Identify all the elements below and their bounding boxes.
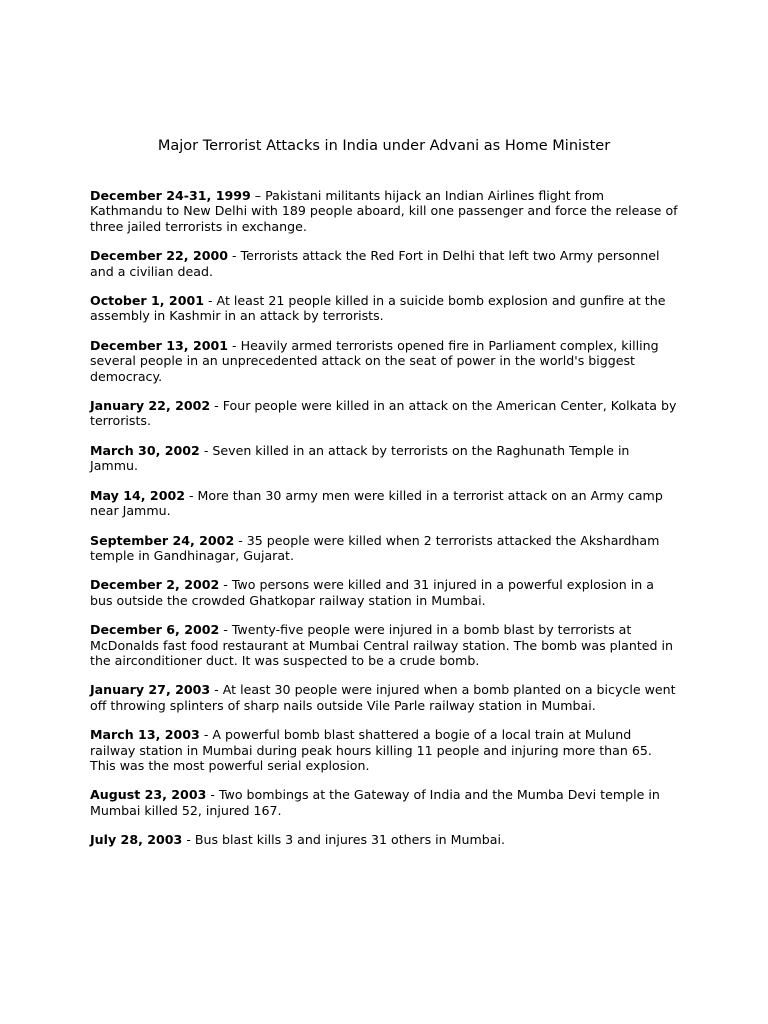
entry-separator: - — [210, 682, 223, 698]
entry-date: December 22, 2000 — [90, 248, 229, 264]
list-item — [90, 622, 680, 668]
entry-text: Two bombings at the Gateway of India and the Mumba Devi temple in Mumbai killed 52, injured 167. — [90, 787, 660, 818]
entry-text: Four people were killed in an attack on the American Center, Kolkata by terrorists. — [90, 398, 677, 429]
entry-text: Heavily armed terrorists opened fire in Parliament complex, killing several people in an unprecedented attack on the seat of power in the world's biggest democracy. — [90, 337, 659, 384]
list-item — [90, 338, 680, 384]
entry-separator: - — [228, 248, 241, 264]
entry-separator: - — [219, 577, 232, 593]
entry-text: At least 30 people were injured when a bomb planted on a bicycle went off throwing splinters of sharp nails outside Vile Parle railway station in Mumbai. — [90, 682, 676, 713]
entry-separator: - — [228, 337, 241, 353]
entry-text: At least 21 people killed in a suicide bomb explosion and gunfire at the assembly in Kashmir in an attack by terrorists. — [90, 293, 666, 324]
entry-text: A powerful bomb blast shattered a bogie of a local train at Mulund railway station in Mumbai during peak hours killing 11 people and injuring more than 65. This was the most powerful serial explosion. — [90, 727, 652, 773]
entry-date: December 6, 2002 — [90, 622, 220, 638]
list-item — [90, 682, 680, 713]
list-item — [90, 727, 680, 773]
entry-text: Twenty-five people were injured in a bomb blast by terrorists at McDonalds fast food restaurant at Mumbai Central railway station. The bomb was planted in the airconditioner duct. It was suspected to be a crude bomb. — [90, 622, 673, 668]
entry-separator: – — [250, 188, 266, 203]
list-item — [90, 248, 680, 279]
entry-separator: - — [210, 398, 223, 414]
entry-date: December 13, 2001 — [90, 337, 229, 353]
entry-separator: - — [206, 787, 219, 803]
entry-date: May 14, 2002 — [90, 487, 185, 503]
entry-text: More than 30 army men were killed in a terrorist attack on an Army camp near Jammu. — [90, 487, 663, 519]
entry-date: August 23, 2003 — [90, 787, 207, 803]
entry-date: December 24-31, 1999 — [90, 188, 251, 203]
entry-separator: - — [182, 832, 195, 848]
attack-list — [90, 188, 680, 862]
entry-date: January 22, 2002 — [90, 398, 211, 414]
entry-separator: - — [219, 622, 232, 638]
entry-text: Terrorists attack the Red Fort in Delhi that left two Army personnel and a civilian dead. — [90, 248, 660, 279]
entry-separator: - — [234, 532, 247, 548]
entry-text: Two persons were killed and 31 injured in a powerful explosion in a bus outside the crowded Ghatkopar railway station in Mumbai. — [90, 577, 654, 608]
list-item — [90, 188, 680, 234]
entry-date: September 24, 2002 — [90, 532, 235, 548]
list-item — [90, 293, 680, 324]
document-title: Major Terrorist Attacks in India under Advani as Home Minister — [157, 138, 611, 154]
entry-text: Pakistani militants hijack an Indian Airlines flight from Kathmandu to New Delhi with 189 people aboard, kill one passenger and force the release of three jailed terrorists in exchange. — [90, 188, 678, 234]
entry-separator: - — [199, 442, 213, 458]
entry-date: July 28, 2003 — [90, 832, 183, 848]
entry-date: December 2, 2002 — [90, 577, 220, 593]
list-item — [90, 832, 680, 847]
list-item — [90, 533, 680, 564]
list-item — [90, 577, 680, 608]
list-item — [90, 787, 680, 818]
entry-date: October 1, 2001 — [90, 293, 204, 309]
list-item — [90, 443, 680, 474]
list-item — [90, 488, 680, 519]
entry-date: March 13, 2003 — [90, 727, 200, 743]
entry-text: 35 people were killed when 2 terrorists attacked the Akshardham temple in Gandhinagar, Gujarat. — [90, 532, 660, 563]
entry-text: Bus blast kills 3 and injures 31 others in Mumbai. — [194, 832, 505, 848]
list-item — [90, 398, 680, 429]
entry-separator: - — [203, 293, 217, 309]
entry-text: Seven killed in an attack by terrorists on the Raghunath Temple in Jammu. — [90, 442, 630, 474]
entry-separator: - — [184, 487, 198, 503]
entry-separator: - — [199, 727, 213, 743]
entry-date: January 27, 2003 — [90, 682, 211, 698]
entry-date: March 30, 2002 — [90, 442, 200, 458]
